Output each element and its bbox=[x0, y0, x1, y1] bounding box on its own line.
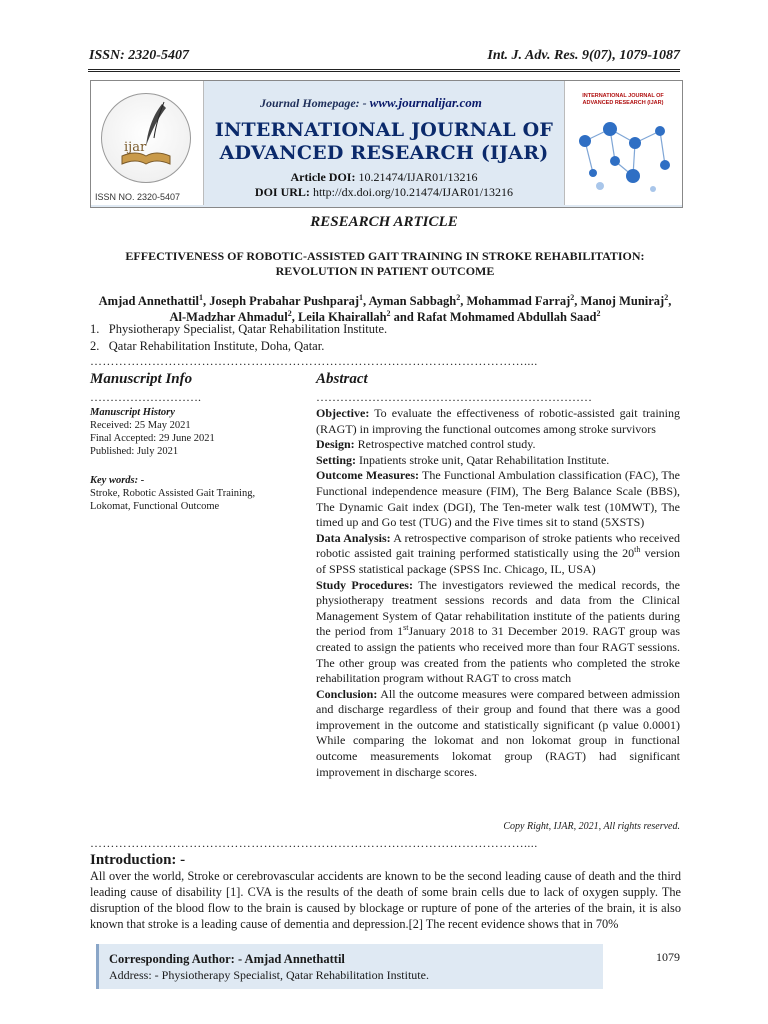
author-name: and Rafat Mohmamed Abdullah Saad bbox=[390, 310, 597, 324]
affil-marker: 2 bbox=[596, 308, 601, 318]
page-number: 1079 bbox=[656, 950, 680, 964]
abstract-design bbox=[316, 437, 680, 453]
design-text: Retrospective matched control study. bbox=[354, 437, 536, 452]
article-type: RESEARCH ARTICLE bbox=[310, 214, 458, 230]
affil-marker: 2 bbox=[386, 308, 391, 318]
abstract-objective bbox=[316, 406, 680, 437]
introduction-heading: Introduction: - bbox=[90, 852, 186, 868]
doi-url-label: DOI URL: bbox=[254, 185, 310, 199]
cover-title: INTERNATIONAL JOURNAL OF ADVANCED RESEARCH (IJAR) bbox=[582, 93, 664, 106]
author-separator: , bbox=[668, 294, 672, 308]
conclusion-text: All the outcome measures were compared between admission and discharge regardless of their group and found that there was a good improvement in the outcome and statistically significant (p value 0.0001) While comparing the lokomat and non lokomat group in functional outcome measurements lokomat group (RAGT) had significant improvement in discharge scores. bbox=[316, 686, 680, 779]
author-name: , Manoj Muniraj bbox=[574, 294, 665, 308]
author-line-1 bbox=[90, 293, 680, 309]
affil-marker: 2 bbox=[570, 292, 575, 302]
homepage-link[interactable]: www.journalijar.com bbox=[369, 95, 482, 110]
author-name: , Mohammad Farraj bbox=[460, 294, 571, 308]
objective-text: To evaluate the effectiveness of robotic-assisted gait training (RAGT) in improving the functional outcomes among stroke survivors bbox=[316, 406, 680, 436]
citation-header: Int. J. Adv. Res. 9(07), 1079-1087 bbox=[487, 48, 680, 63]
issn-header: ISSN: 2320-5407 bbox=[89, 48, 189, 63]
data-text: A retrospective comparison of stroke patients who received robotic assisted gait training performed statistically using the 20 bbox=[316, 530, 681, 561]
procedures-text-2: January 2018 to 31 December 2019. RAGT group was created to assign the patients who received more than four RAGT sessions. The other group was created from the patients who completed the stroke rehabilitation program without RAGT to cross match bbox=[316, 624, 680, 686]
author-name: Al-Madzhar Ahmadul bbox=[169, 310, 288, 324]
received-date: Received: 25 May 2021 bbox=[90, 420, 191, 431]
logo-issn: ISSN NO. 2320-5407 bbox=[95, 192, 181, 202]
doi-url-link[interactable]: http://dx.doi.org/10.21474/IJAR01/13216 bbox=[312, 185, 514, 199]
affil-marker: 2 bbox=[664, 292, 669, 302]
homepage-label: Journal Homepage: - bbox=[260, 96, 367, 110]
history-label: Manuscript History bbox=[90, 407, 175, 418]
corresponding-author-box bbox=[96, 944, 603, 989]
journal-logo bbox=[91, 81, 204, 205]
affil-marker: 1 bbox=[359, 292, 364, 302]
ordinal-sup: st bbox=[403, 623, 409, 633]
abstract-conclusion bbox=[316, 687, 680, 781]
keywords-label: Key words: - bbox=[90, 475, 145, 486]
manuscript-dots: ………………………. bbox=[90, 390, 201, 404]
quill-book-icon bbox=[102, 94, 190, 182]
data-label: Data Analysis: bbox=[316, 530, 391, 545]
logo-text: ijar bbox=[124, 140, 147, 155]
keywords-block bbox=[90, 474, 265, 513]
journal-title-line-1: INTERNATIONAL JOURNAL OF bbox=[214, 119, 554, 141]
copyright-notice: Copy Right, IJAR, 2021, All rights reserved. bbox=[503, 821, 680, 832]
address-text: : - Physiotherapy Specialist, Qatar Rehabilitation Institute. bbox=[148, 968, 429, 982]
abstract-body bbox=[316, 406, 680, 780]
procedures-text: The investigators reviewed the medical records, the physiotherapy treatment sessions records and data from the Clinical Management System of Qatar rehabilitation institute of the patients during the period from 1 bbox=[316, 577, 680, 639]
affil-marker: 2 bbox=[287, 308, 292, 318]
author-name: , Ayman Sabbagh bbox=[363, 294, 457, 308]
setting-text: Inpatients stroke unit, Qatar Rehabilitation Institute. bbox=[356, 452, 610, 467]
journal-title bbox=[204, 119, 564, 165]
introduction-text: All over the world, Stroke or cerebrovascular accidents are known to be the second leading cause of death and the third leading cause of disability [1]. CVA is the results of the death of some brain cells due to lack of oxygen supply. The disruption of the blood flow to the brain is caused by blockage or rupture of pone of the arteries of the brain, it is also known that stroke is a leading cause of dementia and depression.[2] The recent evidence shows that in 70% bbox=[90, 869, 681, 931]
manuscript-info-heading: Manuscript Info bbox=[90, 371, 193, 387]
abstract-outcome bbox=[316, 468, 680, 530]
design-label: Design: bbox=[316, 437, 355, 452]
author-name: , Joseph Prabahar Pushparaj bbox=[202, 294, 360, 308]
published-date: Published: July 2021 bbox=[90, 446, 179, 457]
objective-label: Objective: bbox=[316, 406, 370, 420]
journal-homepage bbox=[260, 95, 482, 111]
paper-title-line-2: REVOLUTION IN PATIENT OUTCOME bbox=[275, 264, 495, 278]
author-name: Amjad Annethattil bbox=[98, 294, 199, 308]
logo-emblem bbox=[101, 93, 191, 183]
corresponding-author: Corresponding Author: - Amjad Annethattil bbox=[109, 952, 345, 966]
procedures-label: Study Procedures: bbox=[316, 577, 413, 592]
accepted-date: Final Accepted: 29 June 2021 bbox=[90, 433, 215, 444]
abstract-setting bbox=[316, 453, 680, 469]
abstract-procedures bbox=[316, 578, 680, 687]
manuscript-history bbox=[90, 406, 265, 458]
outcome-label: Outcome Measures: bbox=[316, 468, 419, 483]
affiliation-1: 1. Physiotherapy Specialist, Qatar Rehabilitation Institute. bbox=[90, 322, 388, 336]
data-text-2: version of SPSS statistical package (SPSS Inc. Chicago, IL, USA) bbox=[316, 546, 680, 576]
header-divider bbox=[88, 69, 680, 72]
paper-title bbox=[90, 249, 680, 279]
doi-value: 10.21474/IJAR01/13216 bbox=[358, 170, 478, 184]
outcome-text: The Functional Ambulation classification (FAC), The Functional independence measure (FIM), The Berg Balance Scale (BBS), The Dynamic Gait index (DGI), The Ten-meter walk test (10MWT), The timed up and Go test (TUG) and the Five times sit to stand (5XSTS) bbox=[316, 468, 680, 530]
affil-marker: 2 bbox=[456, 292, 461, 302]
journal-title-line-2: ADVANCED RESEARCH (IJAR) bbox=[219, 142, 549, 164]
article-doi bbox=[204, 170, 564, 185]
journal-banner bbox=[90, 80, 683, 208]
keywords-list: Stroke, Robotic Assisted Gait Training, Lokomat, Functional Outcome bbox=[90, 488, 256, 512]
ordinal-sup: th bbox=[634, 545, 641, 555]
divider-dots: …………………………………………………………………………………………….... bbox=[90, 354, 538, 368]
doi-url bbox=[204, 185, 564, 200]
setting-label: Setting: bbox=[316, 452, 356, 467]
abstract-heading: Abstract bbox=[316, 371, 368, 387]
abstract-data-analysis bbox=[316, 531, 680, 578]
corresponding-address bbox=[109, 968, 429, 983]
banner-center bbox=[204, 81, 562, 205]
affil-marker: 1 bbox=[198, 292, 203, 302]
doi-label: Article DOI: bbox=[290, 170, 356, 184]
paper-title-line-1: EFFECTIVENESS OF ROBOTIC-ASSISTED GAIT TRAINING IN STROKE REHABILITATION: bbox=[125, 249, 645, 263]
author-list bbox=[90, 293, 680, 325]
journal-cover-image bbox=[564, 81, 682, 205]
divider-dots-bottom: …………………………………………………………………………………………….... bbox=[90, 836, 538, 850]
author-name: , Leila Khairallah bbox=[291, 310, 387, 324]
affiliation-2: 2. Qatar Rehabilitation Institute, Doha, Qatar. bbox=[90, 339, 325, 353]
abstract-dots: …………………………………………………………… bbox=[316, 390, 592, 404]
conclusion-label: Conclusion: bbox=[316, 686, 378, 701]
address-label: Address bbox=[109, 968, 149, 982]
